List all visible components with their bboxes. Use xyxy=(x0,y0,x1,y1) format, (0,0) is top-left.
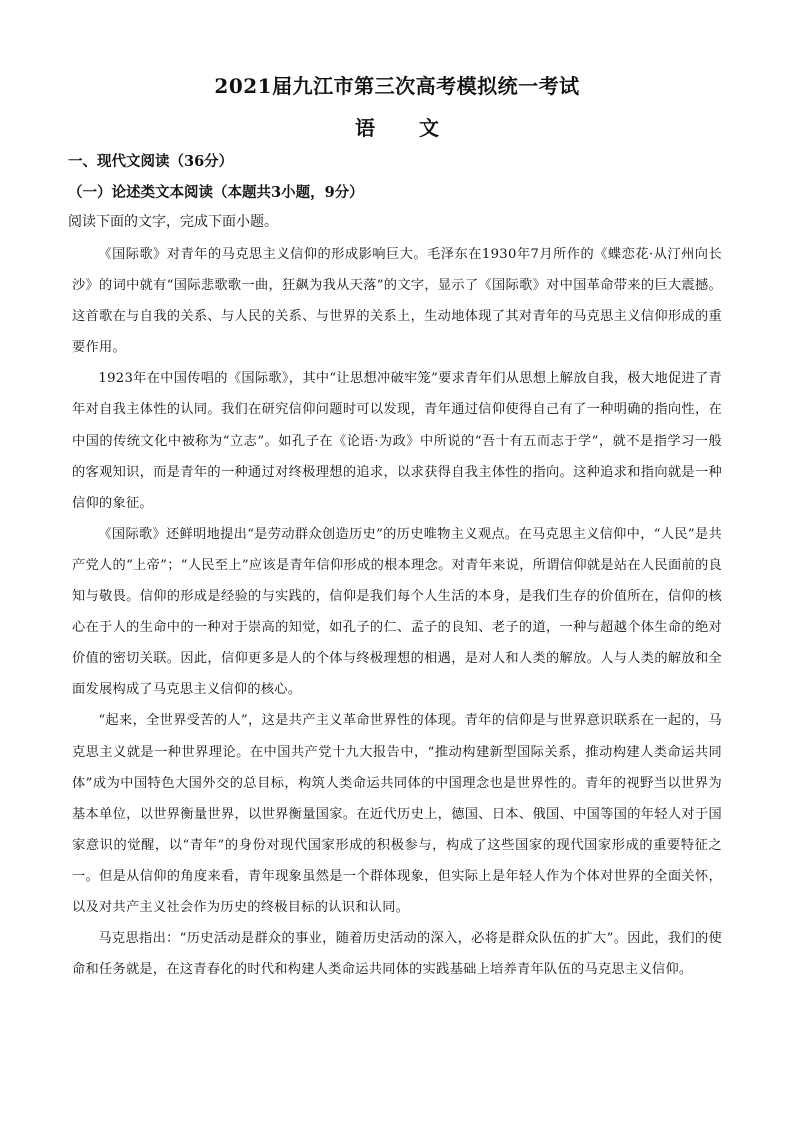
article-paragraph-2: 1923年在中国传唱的《国际歌》，其中“让思想冲破牢笼”要求青年们从思想上解放自我，极大地促进了青年对自我主体性的认同。我们在研究信仰问题时可以发现，青年通过信仰使得自己有了一种明确的指向性，在中国的传统文化中被称为“立志”。如孔子在《论语·为政》中所说的“吾十有五而志于学”，就不是指学习一般的客观知识，而是青年的一种通过对终极理想的追求，以求获得自我主体性的指向。这种追求和指向就是一种信仰的象征。 xyxy=(72,371,722,511)
article-body xyxy=(72,239,722,985)
reading-instruction: 阅读下面的文字，完成下面小题。 xyxy=(68,214,278,230)
subject-title: 语文 xyxy=(355,116,483,140)
subsection-heading: （一）论述类文本阅读（本题共3小题，9分） xyxy=(68,184,364,201)
article-paragraph-4: “起来，全世界受苦的人”，这是共产主义革命世界性的体现。青年的信仰是与世界意识联系在一起的，马克思主义就是一种世界理论。在中国共产党十九大报告中，“推动构建新型国际关系，推动构建人类命运共同体”成为中国特色大国外交的总目标，构筑人类命运共同体的中国理念也是世界性的。青年的视野当以世界为基本单位，以世界衡量世界，以世界衡量国家。在近代历史上，德国、日本、俄国、中国等国的年轻人对于国家意识的觉醒，以“青年”的身份对现代国家形成的积极参与，构成了这些国家的现代国家形成的重要特征之一。但是从信仰的角度来看，青年现象虽然是一个群体现象，但实际上是年轻人作为个体对世界的全面关怀，以及对共产主义社会作为历史的终极目标的认识和认同。 xyxy=(72,713,722,915)
exam-title: 2021届九江市第三次高考模拟统一考试 xyxy=(214,74,580,98)
article-paragraph-1: 《国际歌》对青年的马克思主义信仰的形成影响巨大。毛泽东在1930年7月所作的《蝶恋花·从汀州向长沙》的词中就有“国际悲歌歌一曲，狂飙为我从天落”的文字，显示了《国际歌》对中国革命带来的巨大震撼。这首歌在与自我的关系、与人民的关系、与世界的关系上，生动地体现了其对青年的马克思主义信仰形成的重要作用。 xyxy=(72,247,722,356)
section-heading: 一、现代文阅读（36分） xyxy=(68,153,234,170)
article-paragraph-3: 《国际歌》还鲜明地提出“是劳动群众创造历史”的历史唯物主义观点。在马克思主义信仰中，“人民”是共产党人的“上帝”；“人民至上”应该是青年信仰形成的根本理念。对青年来说，所谓信仰就是站在人民面前的良知与敬畏。信仰的形成是经验的与实践的，信仰是我们每个人生活的本身，是我们生存的价值所在，信仰的核心在于人的生命中的一种对于崇高的知觉，如孔子的仁、孟子的良知、老子的道，一种与超越个体生命的绝对价值的密切关联。因此，信仰更多是人的个体与终极理想的相遇，是对人和人类的解放。人与人类的解放和全面发展构成了马克思主义信仰的核心。 xyxy=(72,526,722,698)
article-paragraph-5: 马克思指出：“历史活动是群众的事业，随着历史活动的深入，必将是群众队伍的扩大”。因此，我们的使命和任务就是，在这青春化的时代和构建人类命运共同体的实践基础上培养青年队伍的马克思主义信仰。 xyxy=(72,931,722,978)
